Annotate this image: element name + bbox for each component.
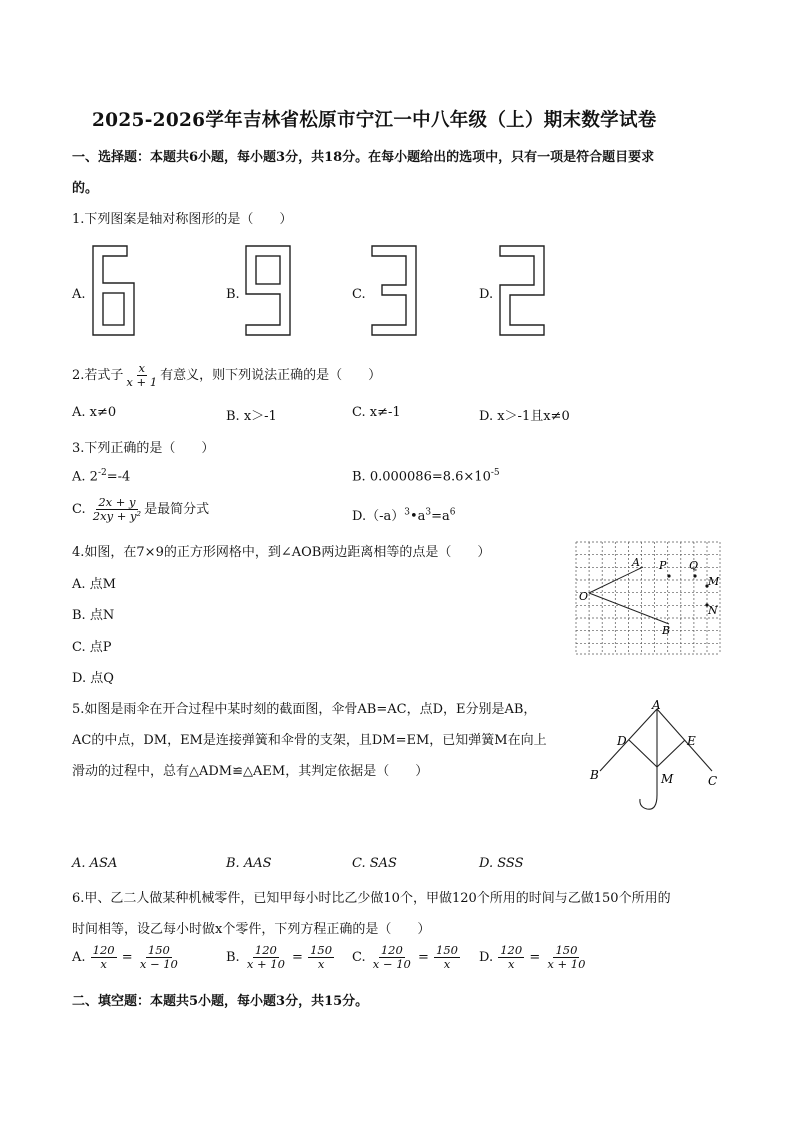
q3-option-b <box>352 468 500 484</box>
q6-a-right-den: x − 10 <box>139 957 178 971</box>
q6-option-d-left-fraction <box>498 944 524 971</box>
q5-label-a: A <box>652 698 661 712</box>
q4-option-a: A. 点M <box>72 577 116 592</box>
q3-option-a-base: A. 2 <box>72 469 98 485</box>
q6-option-c-label: C. <box>352 950 366 965</box>
q5-rib-ab <box>600 709 657 771</box>
q2-option-a: A. x≠0 <box>72 405 117 420</box>
q6-option-a-label: A. <box>72 950 86 965</box>
q6-option-d-right-fraction <box>545 944 587 971</box>
q1-figure-nine <box>241 243 293 338</box>
q4-stem: 4.如图，在7×9的正方形网格中，到∠AOB两边距离相等的点是（ ） <box>72 545 491 560</box>
q1-option-d-label: D. <box>479 287 494 302</box>
q6-option-b-right-fraction <box>308 944 334 971</box>
q5-strut-dm <box>629 740 657 767</box>
q6-option-b-label: B. <box>226 950 240 965</box>
q6-a-left-den: x <box>100 957 107 971</box>
q3-option-c-num: 2x + y <box>98 495 136 509</box>
q4-option-d: D. 点Q <box>72 671 114 686</box>
q3-option-d-exp3: 6 <box>449 507 456 518</box>
q5-label-m: M <box>661 772 674 786</box>
q1-option-c-label: C. <box>352 287 366 302</box>
q6-b-left-num: 120 <box>254 943 277 957</box>
q6-option-a-left-fraction <box>91 944 117 971</box>
q3-option-b-base: B. 0.000086=8.6×10 <box>352 469 491 485</box>
q2-option-d: D. x＞-1且x≠0 <box>479 409 570 424</box>
q6-d-left-den: x <box>507 957 515 971</box>
q6-d-left-num: 120 <box>500 943 523 957</box>
q6-d-right-num: 150 <box>555 943 578 957</box>
q6-c-left-den: x − 10 <box>372 957 411 971</box>
q5-label-b: B <box>590 768 599 782</box>
q5-label-c: C <box>708 774 718 788</box>
q4-label-p: P <box>659 559 667 572</box>
q6-option-a <box>72 944 181 971</box>
q5-option-b: B. AAS <box>226 856 272 871</box>
q6-option-c-eq: = <box>417 950 429 965</box>
q6-a-right-num: 150 <box>147 943 170 957</box>
q2-fraction <box>124 362 159 389</box>
q1-option-a-label: A. <box>72 287 86 302</box>
q5-line3: 滑动的过程中，总有△ADM≌△AEM，其判定依据是（ ） <box>72 764 429 779</box>
q1-stem: 1.下列图案是轴对称图形的是（ ） <box>72 212 293 227</box>
q2-stem <box>72 362 381 389</box>
q5-handle <box>640 795 657 809</box>
q5-strut-em <box>657 740 685 767</box>
q6-option-d-label: D. <box>479 950 494 965</box>
q6-option-b-eq: = <box>292 950 303 965</box>
q6-b-left-den: x + 10 <box>246 957 285 971</box>
q6-option-c-right-fraction <box>434 944 460 971</box>
q3-option-d-mid: •a <box>409 509 426 524</box>
q5-line1: 5.如图是雨伞在开合过程中某时刻的截面图，伞骨AB=AC，点D，E分别是AB， <box>72 702 537 717</box>
q2-option-b: B. x＞-1 <box>226 409 277 424</box>
q3-option-b-exp: -5 <box>490 468 500 478</box>
q6-option-a-eq: = <box>121 950 133 965</box>
q6-option-d-eq: = <box>529 950 541 965</box>
q4-grid-lines <box>576 542 720 654</box>
q1-figure-six <box>90 243 140 338</box>
q6-line2: 时间相等，设乙每小时做x个零件，下列方程正确的是（ ） <box>72 922 431 937</box>
page-title: 2025-2026学年吉林省松原市宁江一中八年级（上）期末数学试卷 <box>92 110 657 131</box>
q3-stem: 3.下列正确的是（ ） <box>72 441 215 456</box>
q5-option-c: C. SAS <box>352 856 397 871</box>
q3-option-c <box>72 496 209 523</box>
q4-label-o: O <box>579 590 589 603</box>
q4-label-a: A <box>632 556 640 569</box>
q2-stem-suffix: 有意义，则下列说法正确的是（ ） <box>160 368 382 383</box>
q3-option-c-den: 2xy + y² <box>92 509 142 523</box>
q2-frac-den: x + 1 <box>126 375 158 389</box>
q6-option-a-right-fraction <box>138 944 180 971</box>
q6-b-right-den: x <box>317 957 325 971</box>
q3-option-d-mid2: =a <box>431 509 450 524</box>
q4-point-q <box>693 574 696 577</box>
q5-label-e: E <box>687 734 696 748</box>
q3-option-d <box>352 505 456 524</box>
section1-header-line2: 的。 <box>72 181 99 196</box>
q3-option-d-exp2: 3 <box>425 507 432 518</box>
q3-option-c-fraction <box>91 496 143 523</box>
q5-label-d: D <box>617 734 627 748</box>
q6-d-right-den: x + 10 <box>547 957 586 971</box>
q6-c-right-den: x <box>443 957 451 971</box>
q2-frac-num: x <box>138 361 146 375</box>
q3-option-a <box>72 468 130 484</box>
q5-option-a: A. ASA <box>72 856 118 871</box>
q6-c-left-num: 120 <box>380 943 403 957</box>
q6-c-right-num: 150 <box>436 943 458 957</box>
q6-b-right-num: 150 <box>310 943 333 957</box>
q3-option-a-rest: =-4 <box>106 469 131 485</box>
q4-label-n: N <box>708 604 718 617</box>
q4-label-b: B <box>662 624 671 637</box>
q3-option-c-suffix: 是最简分式 <box>144 502 210 517</box>
q3-option-a-exp: -2 <box>97 468 107 478</box>
q4-point-p <box>667 574 670 577</box>
q6-option-d <box>479 944 588 971</box>
q5-umbrella-figure <box>584 697 724 817</box>
q4-option-c: C. 点P <box>72 640 112 655</box>
q6-option-b <box>226 944 335 971</box>
q2-option-c: C. x≠-1 <box>352 405 401 420</box>
q4-grid-figure <box>574 541 724 655</box>
section2-header: 二、填空题：本题共5小题，每小题3分，共15分。 <box>72 994 369 1009</box>
q1-figure-three <box>369 243 421 338</box>
section1-header-line1: 一、选择题：本题共6小题，每小题3分，共18分。在每小题给出的选项中，只有一项是符合题目要求 <box>72 150 655 165</box>
q4-label-m: M <box>708 575 720 588</box>
q1-option-b-label: B. <box>226 287 240 302</box>
q6-a-left-num: 120 <box>92 943 115 957</box>
q4-label-q: Q <box>689 559 699 572</box>
q1-figure-two <box>497 243 549 338</box>
q5-line2: AC的中点，DM，EM是连接弹簧和伞骨的支架，且DM=EM，已知弹簧M在向上 <box>72 733 547 748</box>
q4-option-b: B. 点N <box>72 608 115 623</box>
q6-line1: 6.甲、乙二人做某种机械零件，已知甲每小时比乙少做10个，甲做120个所用的时间与乙做150个所用的 <box>72 891 671 906</box>
q3-option-d-base: D.（-a） <box>352 509 405 524</box>
q6-option-c-left-fraction <box>371 944 413 971</box>
q3-option-c-label: C. <box>72 502 86 517</box>
q3-option-d-exp1: 3 <box>404 507 410 518</box>
q6-option-c <box>352 944 461 971</box>
q6-option-b-left-fraction <box>245 944 287 971</box>
q2-stem-prefix: 2.若式子 <box>72 368 124 383</box>
q5-option-d: D. SSS <box>479 856 524 871</box>
q4-ray-ob <box>589 593 669 624</box>
